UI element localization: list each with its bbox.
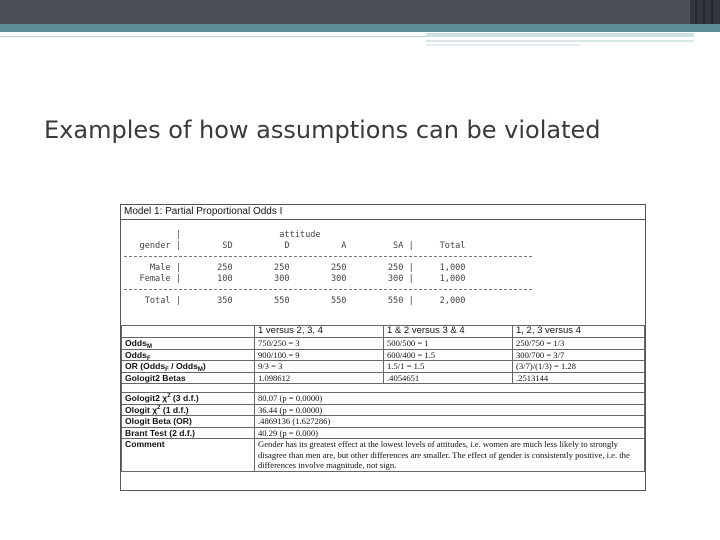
comparison-table — [121, 325, 645, 472]
table-spacer-row — [122, 384, 645, 393]
row-label: Gologit2 Betas — [122, 372, 255, 384]
table-row — [122, 349, 645, 361]
table-cell: 250/750 = 1/3 — [513, 338, 645, 350]
accent-line — [0, 36, 430, 37]
comment-text: Gender has its greatest effect at the lowest levels of attitudes, i.e. women are much less likely to strongly disagree than men are, but other differences are smaller. The effect of gender is consistently positive, i.e. the differences involve magnitude, not sign. — [255, 439, 645, 472]
accent-segment — [426, 33, 694, 37]
table-cell: 750/250 = 3 — [255, 338, 384, 350]
teal-band — [0, 24, 720, 32]
stat-value: .4869136 (1.627286) — [255, 416, 645, 428]
crosstab-row-header: gender | SD D A SA | Total — [124, 241, 466, 251]
stat-label: Brant Test (2 d.f.) — [122, 427, 255, 439]
table-header-row — [122, 326, 645, 338]
table-cell: 1.5/1 = 1.5 — [384, 361, 513, 373]
table-cell: .2513144 — [513, 372, 645, 384]
table-cell: 9/3 = 3 — [255, 361, 384, 373]
stat-row — [122, 427, 645, 439]
slide-title: Examples of how assumptions can be violated — [44, 116, 601, 144]
spacer-cell — [255, 384, 645, 393]
table-cell: 1.098612 — [255, 372, 384, 384]
table-row — [122, 338, 645, 350]
table-header-cell: 1, 2, 3 versus 4 — [513, 326, 645, 338]
crosstab-row-female: Female | 100 300 300 300 | 1,000 — [124, 274, 466, 284]
crosstab-row-male: Male | 250 250 250 250 | 1,000 — [124, 263, 466, 273]
banner-stripe — [695, 0, 697, 24]
table-cell: .4054651 — [384, 372, 513, 384]
stat-label: Gologit2 $\chi^2$ (3 d.f.) — [122, 393, 255, 405]
stat-label: Ologit $\chi^2$ (1 d.f.) — [122, 404, 255, 416]
table-header-cell: 1 versus 2, 3, 4 — [255, 326, 384, 338]
crosstab-divider — [124, 289, 532, 290]
accent-segment — [426, 44, 580, 46]
table-header-cell: 1 & 2 versus 3 & 4 — [384, 326, 513, 338]
table-cell: (3/7)/(1/3) = 1.28 — [513, 361, 645, 373]
crosstab-divider — [124, 256, 532, 257]
crosstab-output — [121, 220, 645, 326]
table-cell: 500/500 = 1 — [384, 338, 513, 350]
model-figure — [120, 204, 646, 491]
stat-label: Ologit Beta (OR) — [122, 416, 255, 428]
figure-title: Model 1: Partial Proportional Odds I — [121, 205, 645, 220]
stat-row — [122, 416, 645, 428]
row-label: Odds$_F$ — [122, 349, 255, 361]
crosstab-row-attitude: | attitude — [124, 230, 321, 240]
stat-row — [122, 393, 645, 405]
table-cell: 900/100 = 9 — [255, 349, 384, 361]
row-label: OR (Odds$_F$ / Odds$_M$) — [122, 361, 255, 373]
row-label: Odds$_M$ — [122, 338, 255, 350]
banner-stripe — [703, 0, 705, 24]
banner-stripe — [711, 0, 713, 24]
crosstab-row-total: Total | 350 550 550 550 | 2,000 — [124, 296, 466, 306]
table-row — [122, 361, 645, 373]
table-cell: 300/700 = 3/7 — [513, 349, 645, 361]
stat-value: 40.29 (p = 0.000) — [255, 427, 645, 439]
stat-row — [122, 404, 645, 416]
table-row — [122, 372, 645, 384]
table-header-cell — [122, 326, 255, 338]
stat-label: Comment — [122, 439, 255, 472]
stat-value: 80.07 (p = 0.0000) — [255, 393, 645, 405]
table-cell: 600/400 = 1.5 — [384, 349, 513, 361]
accent-segment — [426, 40, 694, 42]
stat-value: 36.44 (p = 0.0000) — [255, 404, 645, 416]
top-banner — [0, 0, 720, 24]
spacer-cell — [122, 384, 255, 393]
stat-row — [122, 439, 645, 472]
